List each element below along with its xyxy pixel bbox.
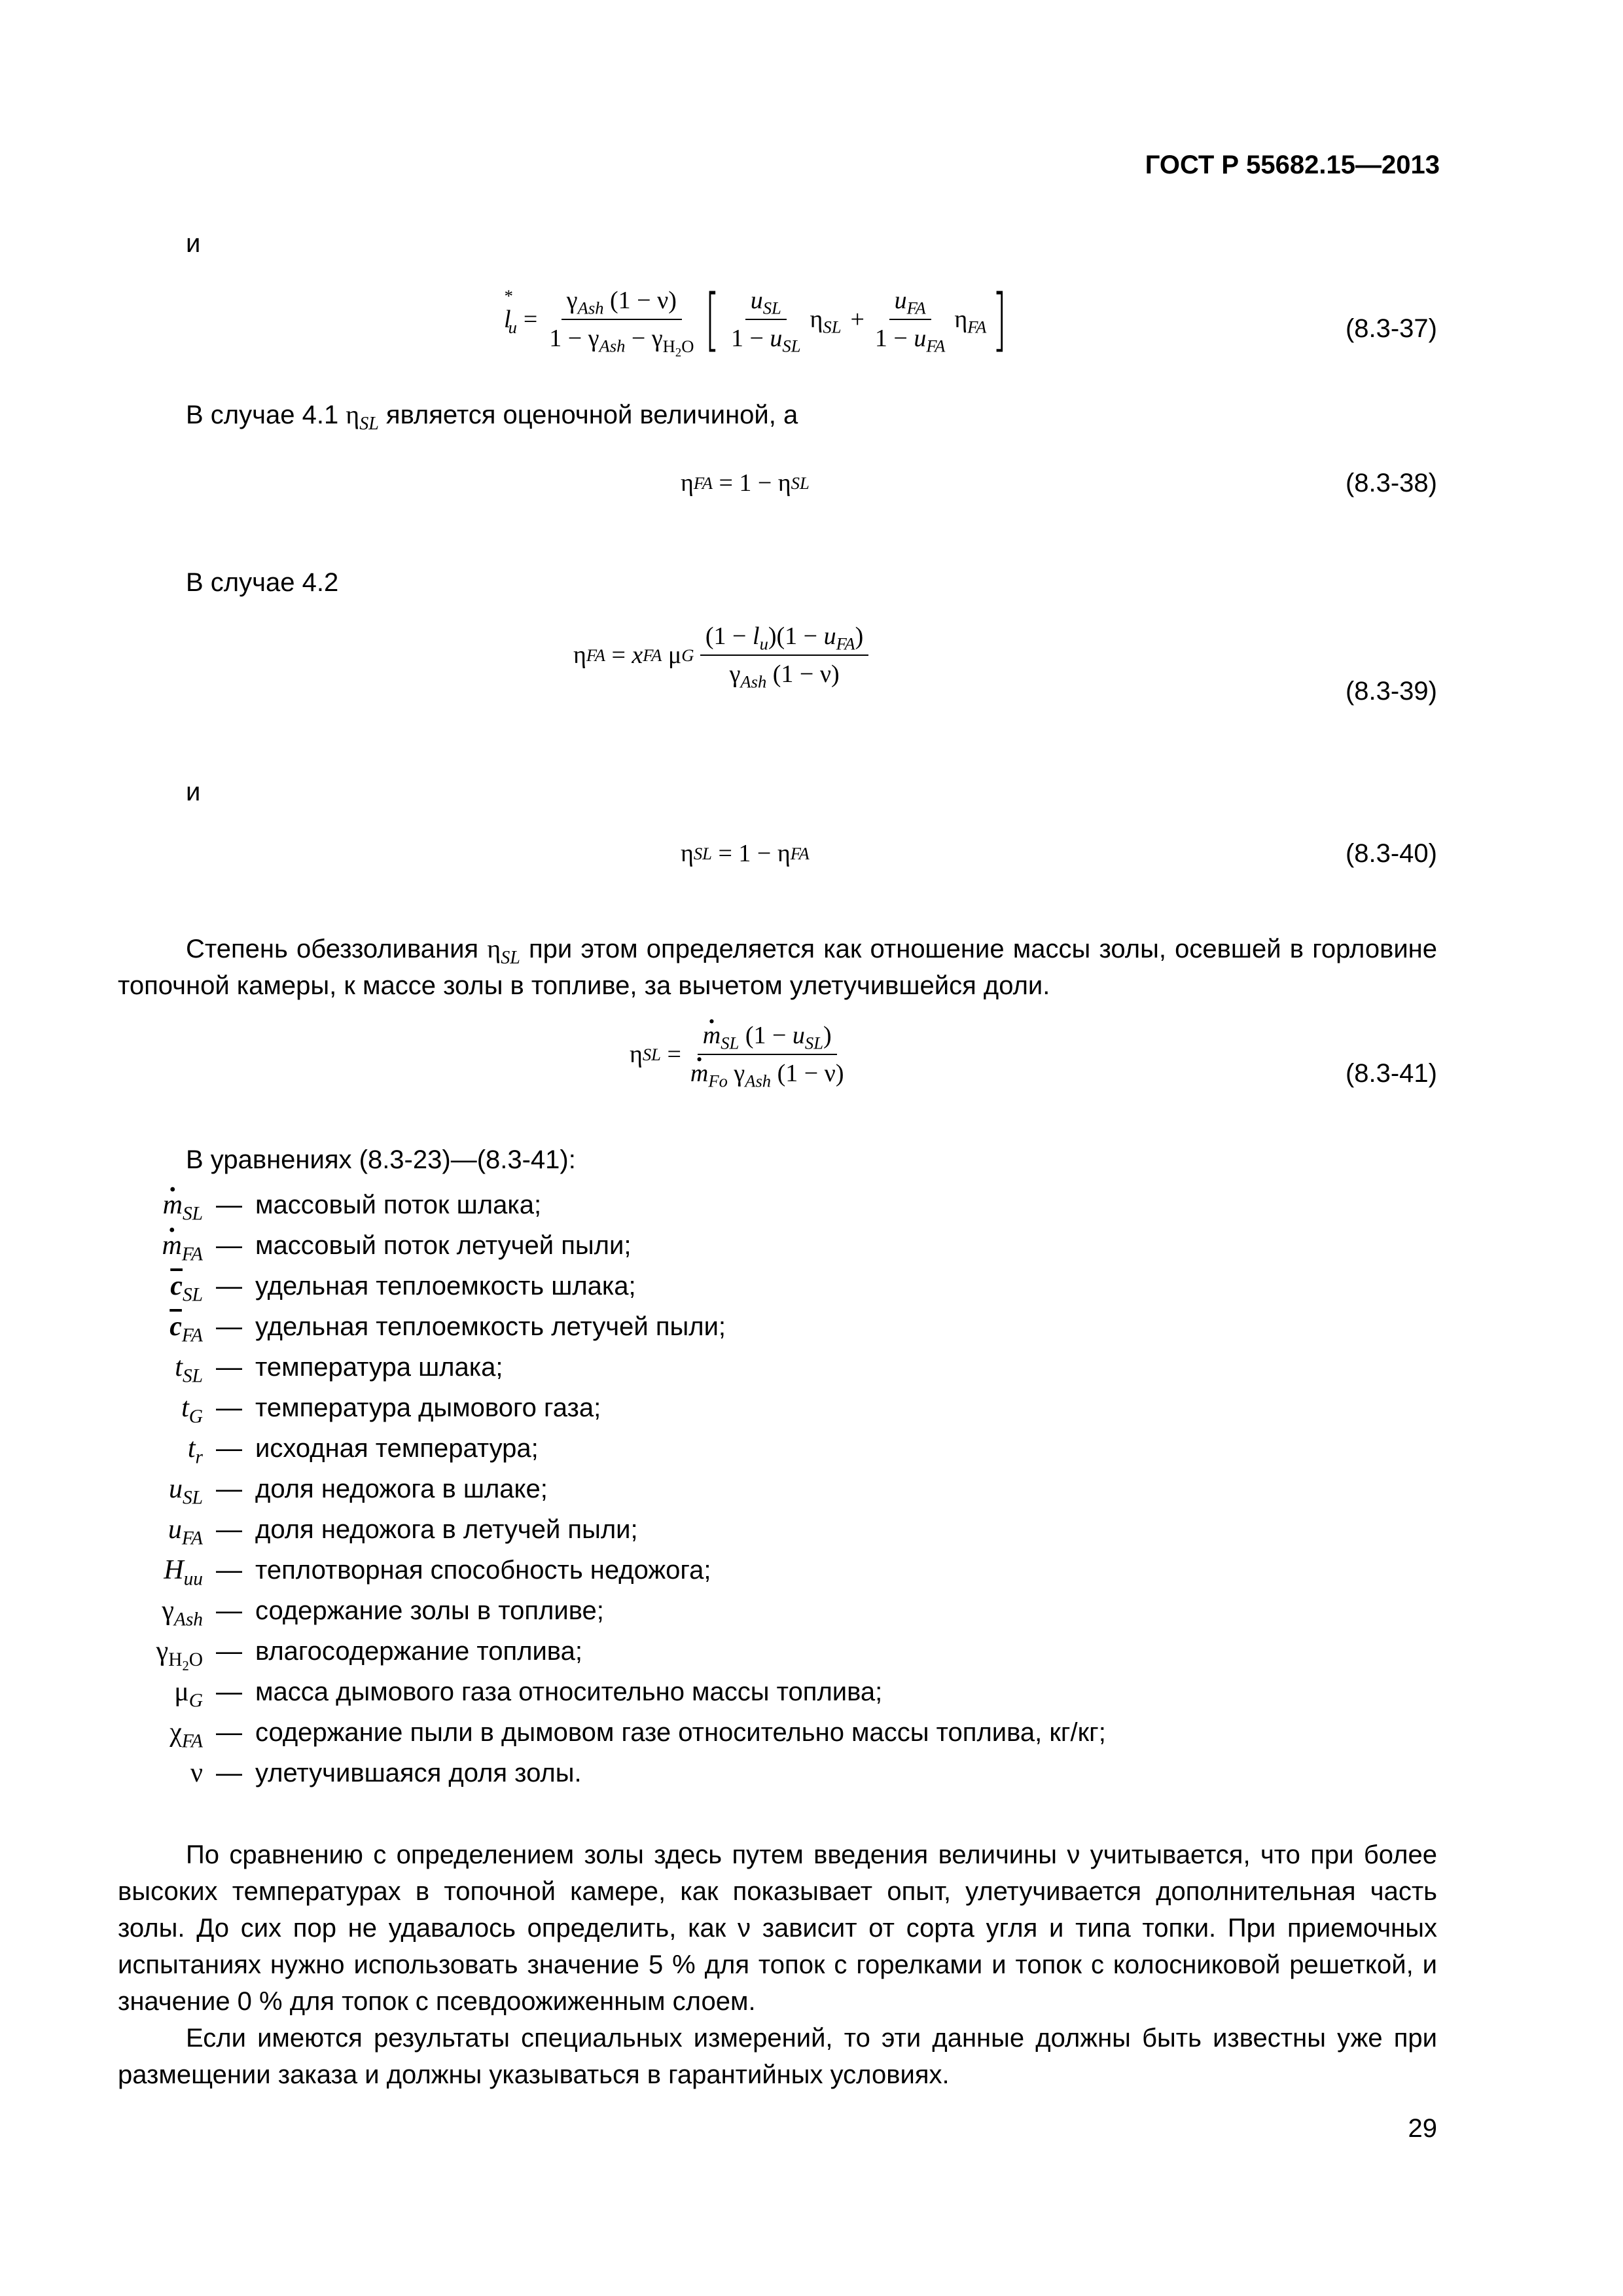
definition-row (111, 1306, 726, 1347)
definition-symbol: $t_G$ (181, 1393, 203, 1427)
definition-text: массовый поток летучей пыли; (255, 1230, 632, 1260)
definition-dash: — (216, 1555, 242, 1585)
definition-text: масса дымового газа относительно массы топлива; (255, 1677, 883, 1706)
definition-symbol: $u_{SL}$ (168, 1474, 203, 1509)
definition-text: доля недожога в летучей пыли; (255, 1515, 638, 1544)
definition-row (111, 1225, 631, 1266)
definition-row (111, 1712, 1106, 1753)
definition-symbol: $\overline{c}_{FA}$ (169, 1312, 203, 1346)
definition-row (111, 1753, 582, 1793)
conjunction-and: и (186, 229, 201, 258)
definition-text: удельная теплоемкость летучей пыли; (255, 1312, 726, 1341)
paragraph-comparison: По сравнению с определением золы здесь путем введения величины ν учитывается, что при более высоких температурах в топочной камере, как показывает опыт, улетучивается дополнительная часть золы. До сих пор не удавалось определить, как ν зависит от сорта угля и типа топки. При приемочных испытаниях нужно использовать значение 5 % для топок с горелками и топок с колосниковой решеткой, и значение 0 % для топок с псевдоожиженным слоем. (118, 1840, 1437, 2016)
definition-text: доля недожога в шлаке; (255, 1474, 548, 1503)
definition-row (111, 1388, 601, 1428)
definition-symbol: $\mu_G$ (174, 1677, 203, 1712)
definition-dash: — (216, 1433, 242, 1463)
definition-row (111, 1469, 548, 1509)
definition-symbol: ν (190, 1758, 203, 1788)
definition-symbol: · $m_{FA}$ (111, 1230, 203, 1261)
case-4-1-text: В случае 4.1 $\eta_{SL}$ является оценочной величиной, а (186, 400, 798, 434)
definition-dash: — (216, 1474, 242, 1503)
definition-symbol: $\gamma_{H_2O}$ (156, 1636, 203, 1674)
definition-row (111, 1631, 582, 1672)
definition-dash: — (216, 1352, 242, 1382)
equation-8-3-38: η FA = 1 − η SL (681, 469, 810, 497)
paragraph-ash-removal-lead: Степень обеззоливания (186, 935, 488, 963)
equation-8-3-40: η SL = 1 − η FA (681, 840, 810, 867)
paragraph-ash-removal-tail: при этом определяется как отношение массы золы, осевшей в горловине топочной камеры, к массе золы в топливе, за вычетом улетучившейся доли. (118, 935, 1437, 1000)
definition-text: температура дымового газа; (255, 1393, 601, 1422)
definition-dash: — (216, 1515, 242, 1544)
definition-text: массовый поток шлака; (255, 1190, 542, 1219)
definition-dash: — (216, 1393, 242, 1422)
paragraph-ash-removal: Степень обеззоливания $\eta_{SL}$ при этом определяется как отношение массы золы, осевшей в горловине топочной камеры, к массе золы в топливе, за вычетом улетучившейся доли. (118, 934, 1437, 1000)
definition-row (111, 1266, 636, 1306)
equation-number: (8.3-41) (1345, 1059, 1437, 1088)
equation-number: (8.3-39) (1345, 677, 1437, 706)
definition-text: теплотворная способность недожога; (255, 1555, 711, 1585)
definition-dash: — (216, 1230, 242, 1260)
equation-8-3-37: l * $_u$ = $\frac{\gamma_{Ash} (1 - \nu)}{1 - \gamma_{Ash} - \gamma_{H_2O}}$ [ $\frac{u_{SL}}{1 - u_{SL}}$ $\eta_{SL}$ + $\frac{u_{FA}}{1 - u_{FA}}$ $\eta_{FA}$ ] (504, 279, 1007, 359)
definitions-intro: В уравнениях (8.3-23)—(8.3-41): (186, 1145, 576, 1174)
definition-dash: — (216, 1190, 242, 1219)
conjunction-and: и (186, 778, 201, 806)
page-number: 29 (1408, 2114, 1437, 2143)
definition-text: удельная теплоемкость шлака; (255, 1271, 636, 1300)
definition-row (111, 1672, 882, 1712)
equation-number: (8.3-38) (1345, 469, 1437, 497)
case-4-1-lead: В случае 4.1 (186, 401, 346, 429)
definition-symbol: $H_{uu}$ (164, 1555, 203, 1590)
definition-row (111, 1550, 711, 1590)
definition-dash: — (216, 1636, 242, 1666)
definition-text: содержание пыли в дымовом газе относительно массы топлива, кг/кг; (255, 1717, 1106, 1747)
definition-symbol: $\overline{c}_{SL}$ (170, 1271, 203, 1306)
definition-symbol: $t_{SL}$ (175, 1352, 203, 1387)
definitions-list (111, 1185, 1486, 1813)
definition-dash: — (216, 1312, 242, 1341)
case-4-1-tail: является оценочной величиной, а (378, 401, 798, 429)
document-header: ГОСТ Р 55682.15—2013 (1145, 151, 1440, 179)
definition-text: исходная температура; (255, 1433, 539, 1463)
case-4-2-text: В случае 4.2 (186, 568, 339, 597)
equation-number: (8.3-40) (1345, 839, 1437, 868)
definition-text: содержание золы в топливе; (255, 1596, 604, 1625)
definition-symbol: · $m_{SL}$ (111, 1189, 203, 1221)
definition-dash: — (216, 1596, 242, 1625)
definition-symbol: $\chi_{FA}$ (169, 1717, 203, 1752)
equation-number: (8.3-37) (1345, 314, 1437, 343)
definition-symbol: $t_r$ (187, 1433, 203, 1468)
definition-row (111, 1347, 503, 1388)
equation-8-3-41: η SL = · $m_{SL}$ $(1 - u_{SL})$ · $m_{Fo}$ $\gamma_{Ash}$ (1 − ν) (630, 1021, 849, 1088)
definition-row (111, 1509, 638, 1550)
definition-symbol: $u_{FA}$ (168, 1515, 203, 1549)
paragraph-results: Если имеются результаты специальных измерений, то эти данные должны быть известны уже при размещении заказа и должны указываться в гарантийных условиях. (118, 2024, 1437, 2089)
definition-row (111, 1590, 604, 1631)
definition-text: температура шлака; (255, 1352, 503, 1382)
definition-dash: — (216, 1717, 242, 1747)
definition-row (111, 1428, 539, 1469)
definition-symbol: $\gamma_{Ash}$ (162, 1596, 203, 1630)
definition-dash: — (216, 1758, 242, 1787)
definition-text: улетучившаяся доля золы. (255, 1758, 582, 1787)
equation-8-3-39: η FA = x FA μ G $\frac{(1 - l_u)(1 - u_{FA})}{\gamma_{Ash} (1 - \nu)}$ (573, 622, 868, 689)
definition-dash: — (216, 1271, 242, 1300)
definition-dash: — (216, 1677, 242, 1706)
definition-text: влагосодержание топлива; (255, 1636, 582, 1666)
